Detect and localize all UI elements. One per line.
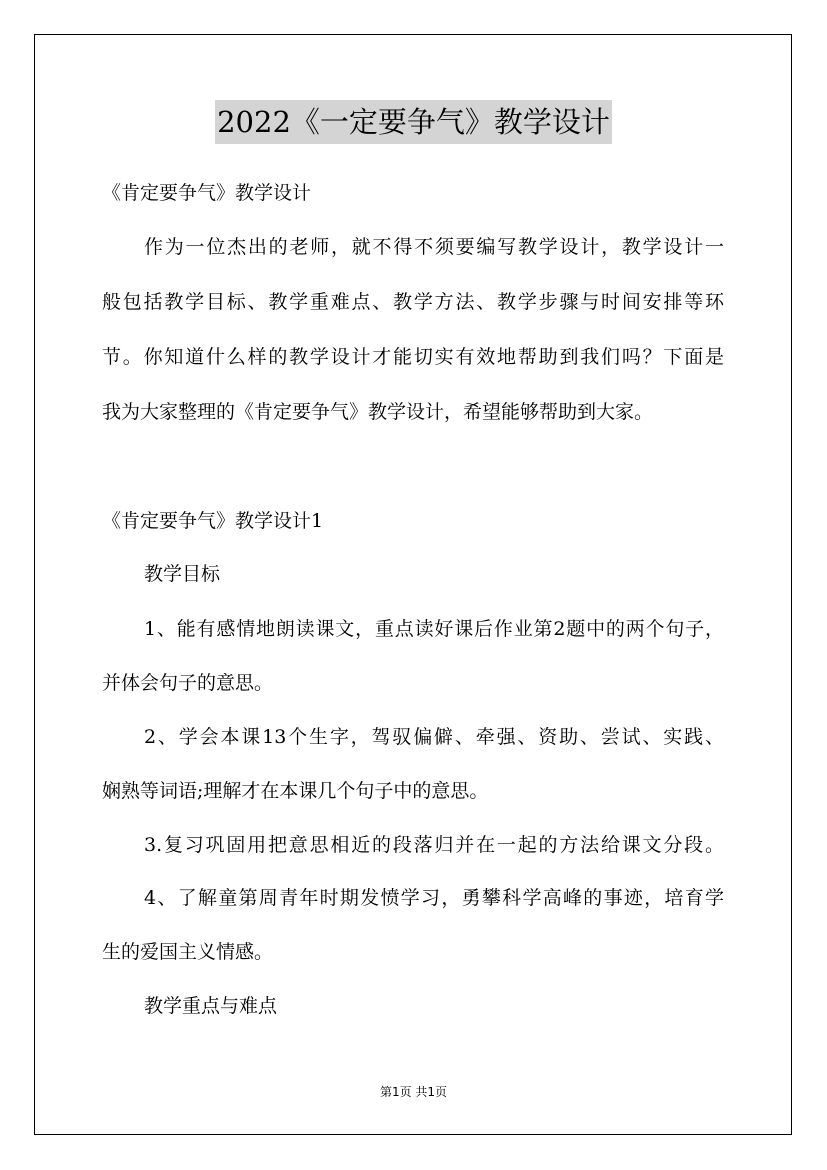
goal-line-1: 1、能有感情地朗读课文，重点读好课后作业第2题中的两个句子， <box>144 618 724 640</box>
subtitle: 《肯定要争气》教学设计 <box>102 182 312 204</box>
intro-line-1: 作为一位杰出的老师，就不得不须要编写教学设计，教学设计一 <box>144 236 724 258</box>
page-footer: 第1页 共1页 <box>379 1085 448 1099</box>
goal-line-7: 生的爱国主义情感。 <box>102 941 274 963</box>
document-title: 2022《一定要争气》教学设计 <box>0 100 827 144</box>
goal-line-5: 3.复习巩固用把意思相近的段落归并在一起的方法给课文分段。 <box>144 834 724 856</box>
key-points-heading: 教学重点与难点 <box>144 995 278 1017</box>
section-title: 《肯定要争气》教学设计1 <box>102 510 324 532</box>
goal-line-3: 2、学会本课13个生字，驾驭偏僻、牵强、资助、尝试、实践、 <box>144 726 724 748</box>
intro-line-3: 节。你知道什么样的教学设计才能切实有效地帮助到我们吗？下面是 <box>102 346 724 368</box>
goals-heading: 教学目标 <box>144 563 221 585</box>
intro-line-2: 般包括教学目标、教学重难点、教学方法、教学步骤与时间安排等环 <box>102 291 724 313</box>
goal-line-6: 4、了解童第周青年时期发愤学习，勇攀科学高峰的事迹，培育学 <box>144 887 724 909</box>
goal-line-2: 并体会句子的意思。 <box>102 672 274 694</box>
goal-line-4: 娴熟等词语;理解才在本课几个句子中的意思。 <box>102 780 489 802</box>
intro-line-4: 我为大家整理的《肯定要争气》教学设计，希望能够帮助到大家。 <box>102 401 654 423</box>
